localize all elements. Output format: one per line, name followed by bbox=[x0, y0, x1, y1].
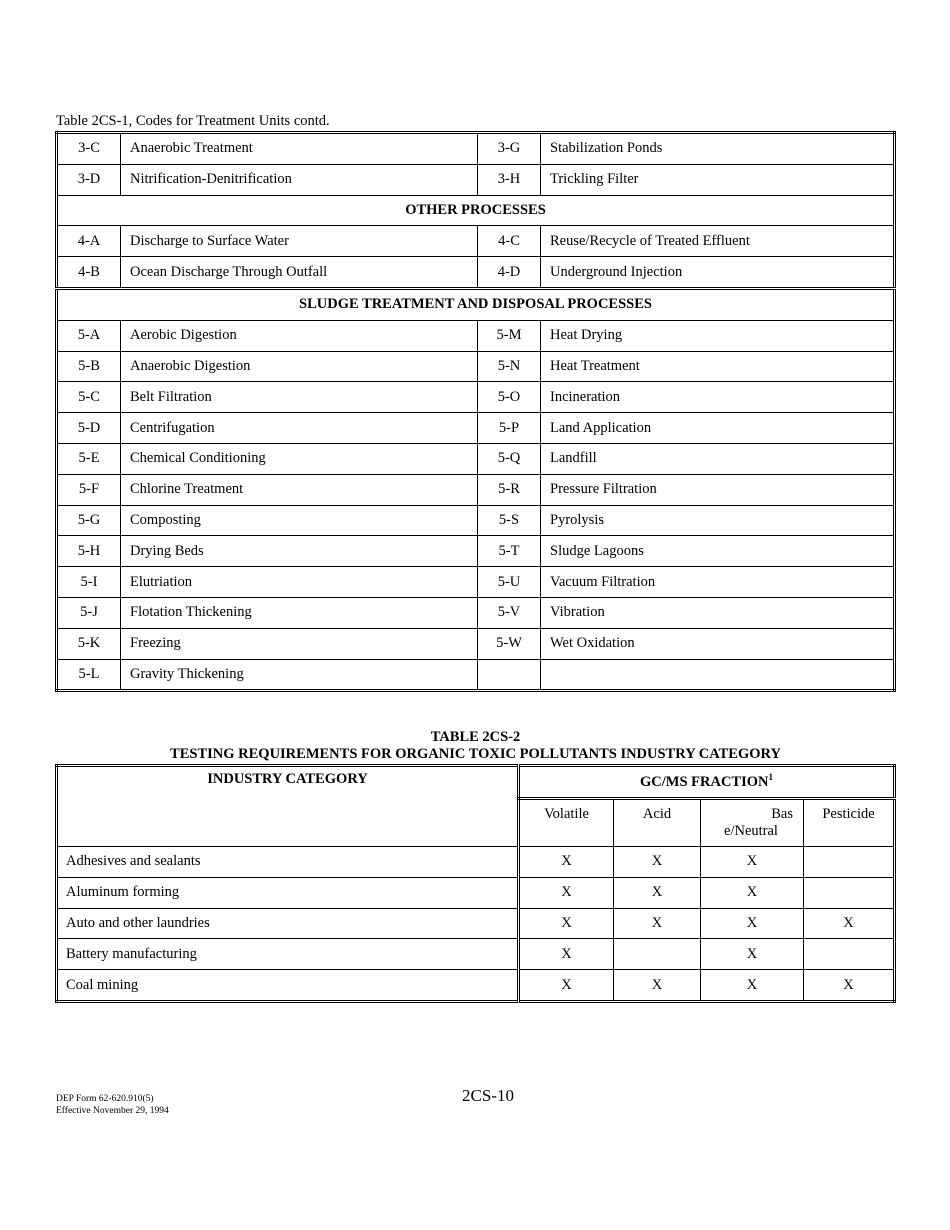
unit-code: 3-H bbox=[478, 164, 541, 195]
unit-description: Trickling Filter bbox=[541, 164, 895, 195]
table2-subtitle: TESTING REQUIREMENTS FOR ORGANIC TOXIC POLLUTANTS INDUSTRY CATEGORY bbox=[170, 746, 781, 762]
table2-header-row bbox=[57, 766, 895, 799]
base-neutral-mark: X bbox=[701, 939, 804, 970]
pesticide-mark: X bbox=[804, 970, 895, 1002]
unit-code: 3-C bbox=[57, 133, 121, 165]
section-heading-sludge-processes-row bbox=[57, 288, 895, 320]
unit-code: 5-L bbox=[57, 659, 121, 691]
footer-form-info bbox=[56, 1093, 169, 1117]
unit-code: 5-K bbox=[57, 628, 121, 659]
treatment-code-row bbox=[57, 164, 895, 195]
unit-description: Composting bbox=[121, 505, 478, 536]
treatment-code-row bbox=[57, 597, 895, 628]
unit-code: 5-W bbox=[478, 628, 541, 659]
industry-row bbox=[57, 877, 895, 908]
table2-title: TABLE 2CS-2 bbox=[430, 729, 521, 745]
unit-code: 5-T bbox=[478, 536, 541, 567]
unit-description: Centrifugation bbox=[121, 413, 478, 444]
unit-description: Aerobic Digestion bbox=[121, 320, 478, 351]
treatment-code-row bbox=[57, 382, 895, 413]
unit-code: 4-B bbox=[57, 257, 121, 289]
unit-description: Heat Drying bbox=[541, 320, 895, 351]
acid-mark: X bbox=[614, 908, 701, 939]
gcms-fraction-label: GC/MS FRACTION bbox=[640, 773, 769, 790]
unit-description: Pressure Filtration bbox=[541, 474, 895, 505]
unit-code: 5-M bbox=[478, 320, 541, 351]
unit-code: 3-D bbox=[57, 164, 121, 195]
industry-category-cell: Battery manufacturing bbox=[57, 939, 519, 970]
acid-mark: X bbox=[614, 877, 701, 908]
base-neutral-header bbox=[701, 799, 804, 847]
base-neutral-mark: X bbox=[701, 847, 804, 878]
industry-row bbox=[57, 847, 895, 878]
volatile-mark: X bbox=[519, 908, 614, 939]
unit-code: 5-N bbox=[478, 351, 541, 382]
base-neutral-line1: Bas bbox=[771, 806, 793, 822]
unit-code: 5-G bbox=[57, 505, 121, 536]
treatment-code-row bbox=[57, 320, 895, 351]
section-heading-other-processes: OTHER PROCESSES bbox=[57, 195, 895, 226]
unit-description: Ocean Discharge Through Outfall bbox=[121, 257, 478, 289]
unit-code: 5-S bbox=[478, 505, 541, 536]
footer-effective-date: Effective November 29, 1994 bbox=[56, 1106, 169, 1116]
unit-code: 4-D bbox=[478, 257, 541, 289]
unit-description bbox=[541, 659, 895, 691]
section-heading-other-processes-row bbox=[57, 195, 895, 226]
unit-description: Discharge to Surface Water bbox=[121, 226, 478, 257]
treatment-code-row bbox=[57, 474, 895, 505]
treatment-code-row bbox=[57, 443, 895, 474]
acid-mark: X bbox=[614, 847, 701, 878]
industry-row bbox=[57, 970, 895, 1002]
unit-code: 5-C bbox=[57, 382, 121, 413]
unit-description: Gravity Thickening bbox=[121, 659, 478, 691]
unit-code: 5-B bbox=[57, 351, 121, 382]
unit-code: 5-D bbox=[57, 413, 121, 444]
industry-category-cell: Adhesives and sealants bbox=[57, 847, 519, 878]
footer-form-number: DEP Form 62-620.910(5) bbox=[56, 1094, 154, 1104]
unit-description: Vacuum Filtration bbox=[541, 567, 895, 598]
volatile-mark: X bbox=[519, 877, 614, 908]
unit-code: 5-U bbox=[478, 567, 541, 598]
unit-code: 5-P bbox=[478, 413, 541, 444]
unit-description: Anaerobic Digestion bbox=[121, 351, 478, 382]
gcms-fraction-header bbox=[519, 766, 895, 799]
unit-description: Chemical Conditioning bbox=[121, 443, 478, 474]
unit-code: 5-R bbox=[478, 474, 541, 505]
acid-mark bbox=[614, 939, 701, 970]
unit-description: Drying Beds bbox=[121, 536, 478, 567]
treatment-code-row bbox=[57, 226, 895, 257]
unit-code: 5-J bbox=[57, 597, 121, 628]
treatment-code-row bbox=[57, 351, 895, 382]
treatment-code-row bbox=[57, 257, 895, 289]
unit-description: Wet Oxidation bbox=[541, 628, 895, 659]
treatment-code-row bbox=[57, 133, 895, 165]
treatment-code-row bbox=[57, 659, 895, 691]
unit-code: 5-A bbox=[57, 320, 121, 351]
footnote-marker: 1 bbox=[768, 771, 773, 782]
pesticide-mark: X bbox=[804, 908, 895, 939]
unit-description: Elutriation bbox=[121, 567, 478, 598]
unit-description: Flotation Thickening bbox=[121, 597, 478, 628]
pesticide-mark bbox=[804, 847, 895, 878]
industry-row bbox=[57, 908, 895, 939]
unit-code: 4-A bbox=[57, 226, 121, 257]
treatment-code-row bbox=[57, 413, 895, 444]
industry-category-cell: Aluminum forming bbox=[57, 877, 519, 908]
unit-description: Landfill bbox=[541, 443, 895, 474]
unit-description: Reuse/Recycle of Treated Effluent bbox=[541, 226, 895, 257]
unit-description: Vibration bbox=[541, 597, 895, 628]
base-neutral-mark: X bbox=[701, 970, 804, 1002]
unit-description: Incineration bbox=[541, 382, 895, 413]
base-neutral-line2: e/Neutral bbox=[724, 823, 778, 839]
unit-description: Chlorine Treatment bbox=[121, 474, 478, 505]
industry-category-cell: Auto and other laundries bbox=[57, 908, 519, 939]
volatile-mark: X bbox=[519, 970, 614, 1002]
base-neutral-mark: X bbox=[701, 877, 804, 908]
testing-requirements-table bbox=[55, 764, 896, 1003]
unit-code: 5-O bbox=[478, 382, 541, 413]
acid-mark: X bbox=[614, 970, 701, 1002]
treatment-code-row bbox=[57, 628, 895, 659]
acid-header: Acid bbox=[614, 799, 701, 847]
unit-code: 4-C bbox=[478, 226, 541, 257]
unit-code: 5-F bbox=[57, 474, 121, 505]
pesticide-header: Pesticide bbox=[804, 799, 895, 847]
unit-code: 5-Q bbox=[478, 443, 541, 474]
unit-description: Stabilization Ponds bbox=[541, 133, 895, 165]
industry-category-cell: Coal mining bbox=[57, 970, 519, 1002]
section-heading-sludge-processes: SLUDGE TREATMENT AND DISPOSAL PROCESSES bbox=[57, 288, 895, 320]
unit-description: Pyrolysis bbox=[541, 505, 895, 536]
pesticide-mark bbox=[804, 877, 895, 908]
unit-description: Belt Filtration bbox=[121, 382, 478, 413]
unit-code: 3-G bbox=[478, 133, 541, 165]
unit-code: 5-V bbox=[478, 597, 541, 628]
unit-description: Nitrification-Denitrification bbox=[121, 164, 478, 195]
treatment-code-row bbox=[57, 505, 895, 536]
unit-description: Underground Injection bbox=[541, 257, 895, 289]
unit-description: Land Application bbox=[541, 413, 895, 444]
unit-code bbox=[478, 659, 541, 691]
industry-category-header: INDUSTRY CATEGORY bbox=[57, 766, 519, 847]
unit-code: 5-I bbox=[57, 567, 121, 598]
volatile-mark: X bbox=[519, 939, 614, 970]
base-neutral-mark: X bbox=[701, 908, 804, 939]
industry-row bbox=[57, 939, 895, 970]
page-number: 2CS-10 bbox=[462, 1086, 514, 1105]
unit-description: Freezing bbox=[121, 628, 478, 659]
unit-code: 5-E bbox=[57, 443, 121, 474]
unit-description: Anaerobic Treatment bbox=[121, 133, 478, 165]
unit-description: Heat Treatment bbox=[541, 351, 895, 382]
volatile-header: Volatile bbox=[519, 799, 614, 847]
table1-caption: Table 2CS-1, Codes for Treatment Units contd. bbox=[56, 113, 330, 129]
pesticide-mark bbox=[804, 939, 895, 970]
treatment-codes-table bbox=[55, 131, 896, 692]
treatment-code-row bbox=[57, 567, 895, 598]
unit-code: 5-H bbox=[57, 536, 121, 567]
unit-description: Sludge Lagoons bbox=[541, 536, 895, 567]
treatment-code-row bbox=[57, 536, 895, 567]
volatile-mark: X bbox=[519, 847, 614, 878]
